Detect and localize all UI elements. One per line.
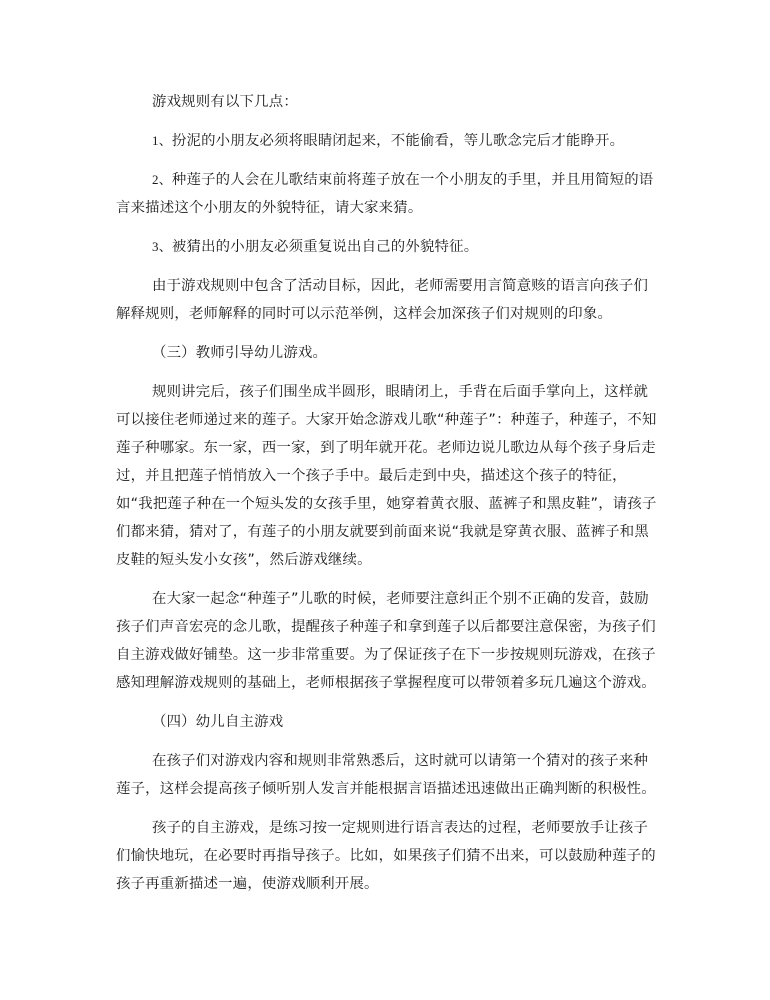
paragraph-autonomous-1 [116, 747, 662, 803]
heading-text: （四）幼儿自主游戏 [152, 714, 284, 730]
paragraph-text: 规则讲完后，孩子们围坐成半圆形，眼睛闭上，手背在后面手掌向上，这样就可以接住老师递过来的莲子。大家开始念游戏儿歌“种莲子”：种莲子，种莲子，不知莲子种哪家。东一家，西一家，到了明年就开花。老师边说儿歌边从每个孩子身后走过，并且把莲子悄悄放入一个孩子手中。最后走到中央，描述这个孩子的特征，如“我把莲子种在一个短头发的女孩手里，她穿着黄衣服、蓝裤子和黑皮鞋”，请孩子们都来猜，猜对了，有莲子的小朋友就要到前面来说“我就是穿黄衣服、蓝裤子和黑皮鞋的短头发小女孩”，然后游戏继续。 [116, 384, 657, 568]
section-heading-4 [116, 708, 662, 736]
paragraph-text: 扮泥的小朋友必须将眼睛闭起来，不能偷看，等儿歌念完后才能睁开。 [171, 133, 625, 149]
paragraph-autonomous-2 [116, 814, 662, 898]
paragraph-rule-1 [116, 127, 662, 155]
paragraph-text: 被猜出的小朋友必须重复说出自己的外貌特征。 [171, 239, 479, 255]
list-number: 3、 [152, 239, 172, 254]
paragraph-game-process [116, 378, 662, 574]
paragraph-rule-2 [116, 166, 662, 222]
paragraph-text: 种莲子的人会在儿歌结束前将莲子放在一个小朋友的手里，并且用简短的语言来描述这个小朋友的外貌特征，请大家来猜。 [116, 172, 654, 216]
paragraph-text: 在孩子们对游戏内容和规则非常熟悉后，这时就可以请第一个猜对的孩子来种莲子，这样会提高孩子倾听别人发言并能根据言语描述迅速做出正确判断的积极性。 [116, 753, 656, 797]
paragraph-rules-explanation [116, 272, 662, 328]
paragraph-text: 孩子的自主游戏，是练习按一定规则进行语言表达的过程，老师要放手让孩子们愉快地玩，在必要时再指导孩子。比如，如果孩子们猜不出来，可以鼓励种莲子的孩子再重新描述一遍，使游戏顺利开展。 [116, 820, 656, 892]
paragraph-pronunciation [116, 585, 662, 697]
list-number: 1、 [152, 133, 172, 148]
paragraph-text: 由于游戏规则中包含了活动目标，因此，老师需要用言简意赅的语言向孩子们解释规则，老师解释的同时可以示范举例，这样会加深孩子们对规则的印象。 [116, 278, 649, 322]
paragraph-text: 游戏规则有以下几点： [152, 94, 298, 110]
section-heading-3 [116, 339, 662, 367]
list-number: 2、 [152, 172, 172, 187]
heading-text: （三）教师引导幼儿游戏。 [152, 345, 328, 361]
paragraph-rules-intro [116, 88, 662, 116]
paragraph-text: 在大家一起念“种莲子”儿歌的时候，老师要注意纠正个别不正确的发音，鼓励孩子们声音宏亮的念儿歌，提醒孩子种莲子和拿到莲子以后都要注意保密，为孩子们自主游戏做好铺垫。这一步非常重要。为了保证孩子在下一步按规则玩游戏，在孩子感知理解游戏规则的基础上，老师根据孩子掌握程度可以带领着多玩几遍这个游戏。 [116, 591, 656, 691]
document-body [116, 88, 662, 898]
paragraph-rule-3 [116, 233, 662, 261]
